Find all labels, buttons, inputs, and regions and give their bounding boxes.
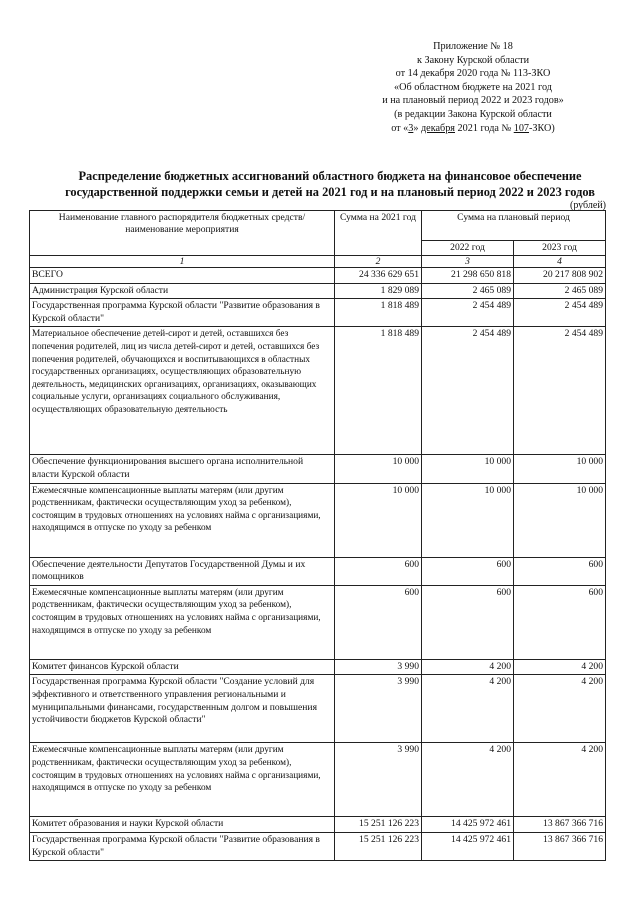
value-2021: 600 <box>335 557 422 585</box>
value-2023: 4 200 <box>514 675 606 743</box>
value-2022: 4 200 <box>422 659 514 675</box>
value-2021: 3 990 <box>335 659 422 675</box>
table-row <box>30 283 606 299</box>
value-2021: 10 000 <box>335 483 422 557</box>
units-label: (рублей) <box>569 200 606 211</box>
value-2023: 2 465 089 <box>514 283 606 299</box>
row-name: Ежемесячные компенсационные выплаты матерям (или другим родственникам, фактически осуществляющим уход за ребенком), состоящим в трудовых отношениях на условиях найма с организациями, находящимся в отпуске по уходу за ребенком <box>30 743 335 817</box>
column-index: 2 <box>335 256 422 268</box>
revision-day: 3 <box>408 122 414 134</box>
table-row <box>30 455 606 483</box>
value-2021: 3 990 <box>335 675 422 743</box>
value-2022: 4 200 <box>422 675 514 743</box>
revision-prefix: от « <box>391 122 409 134</box>
row-name: Обеспечение функционирования высшего органа исполнительной власти Курской области <box>30 455 335 483</box>
annex-law-title-cont: и на плановый период 2022 и 2023 годов» <box>382 95 564 107</box>
table-row <box>30 557 606 585</box>
value-2023: 10 000 <box>514 455 606 483</box>
table-row <box>30 299 606 327</box>
row-name: Обеспечение деятельности Депутатов Государственной Думы и их помощников <box>30 557 335 585</box>
value-2021: 1 818 489 <box>335 299 422 327</box>
header-planned-period: Сумма на плановый период <box>422 211 606 241</box>
value-2022: 14 425 972 461 <box>422 817 514 833</box>
value-2023: 2 454 489 <box>514 327 606 455</box>
value-2023: 2 454 489 <box>514 299 606 327</box>
value-2021: 3 990 <box>335 743 422 817</box>
value-2022: 10 000 <box>422 483 514 557</box>
revision-number: 107 <box>513 122 529 134</box>
revision-mid: » <box>413 122 421 134</box>
title-line-2: государственной поддержки семьи и детей на 2021 год и на плановый период 2022 и 2023 годов <box>65 185 595 199</box>
value-2022: 4 200 <box>422 743 514 817</box>
value-2022: 2 454 489 <box>422 299 514 327</box>
document-title <box>40 168 620 200</box>
value-2023: 600 <box>514 557 606 585</box>
column-index-row <box>30 256 606 268</box>
value-2022: 14 425 972 461 <box>422 832 514 860</box>
header-2022: 2022 год <box>422 241 514 256</box>
budget-table <box>29 210 606 861</box>
row-name: Государственная программа Курской области "Развитие образования в Курской области" <box>30 832 335 860</box>
value-2023: 4 200 <box>514 743 606 817</box>
value-2022: 21 298 650 818 <box>422 268 514 284</box>
value-2022: 600 <box>422 557 514 585</box>
value-2021: 24 336 629 651 <box>335 268 422 284</box>
value-2022: 2 465 089 <box>422 283 514 299</box>
annex-law-title: «Об областном бюджете на 2021 год <box>394 81 552 93</box>
annex-reference <box>368 40 578 135</box>
header-name: Наименование главного распорядителя бюджетных средств/наименование мероприятия <box>30 211 335 256</box>
value-2022: 600 <box>422 585 514 659</box>
annex-number: Приложение № 18 <box>433 41 513 52</box>
table-row <box>30 743 606 817</box>
row-name: Ежемесячные компенсационные выплаты матерям (или другим родственникам, фактически осуществляющим уход за ребенком), состоящим в трудовых отношениях на условиях найма с организациями, находящимся в отпуске по уходу за ребенком <box>30 483 335 557</box>
row-name: Ежемесячные компенсационные выплаты матерям (или другим родственникам, фактически осуществляющим уход за ребенком), состоящим в трудовых отношениях на условиях найма с организациями, находящимся в отпуске по уходу за ребенком <box>30 585 335 659</box>
column-index: 1 <box>30 256 335 268</box>
value-2023: 10 000 <box>514 483 606 557</box>
revision-year: 2021 года № <box>455 122 514 134</box>
value-2021: 1 818 489 <box>335 327 422 455</box>
value-2023: 600 <box>514 585 606 659</box>
column-index: 3 <box>422 256 514 268</box>
value-2021: 1 829 089 <box>335 283 422 299</box>
value-2023: 13 867 366 716 <box>514 832 606 860</box>
annex-law-date: от 14 декабря 2020 года № 113-ЗКО <box>395 68 551 80</box>
row-name: Администрация Курской области <box>30 283 335 299</box>
revision-suffix: -ЗКО) <box>529 122 555 134</box>
value-2021: 15 251 126 223 <box>335 817 422 833</box>
row-name: Материальное обеспечение детей-сирот и детей, оставшихся без попечения родителей, лиц из числа детей-сирот и детей, оставшихся без попечения родителей, обучающихся и воспитывающихся в областных государственных организациях, осуществляющих образовательную деятельность, медицинских организациях, организациях, оказывающих социальные услуги, организациях социального обслуживания, осуществляющих образовательную деятельность <box>30 327 335 455</box>
value-2023: 4 200 <box>514 659 606 675</box>
value-2022: 2 454 489 <box>422 327 514 455</box>
revision-month: декабря <box>421 122 455 134</box>
header-2023: 2023 год <box>514 241 606 256</box>
value-2021: 600 <box>335 585 422 659</box>
table-row <box>30 483 606 557</box>
value-2021: 10 000 <box>335 455 422 483</box>
value-2023: 20 217 808 902 <box>514 268 606 284</box>
annex-revision-date <box>368 122 578 136</box>
title-line-1: Распределение бюджетных ассигнований областного бюджета на финансовое обеспечение <box>78 169 582 183</box>
value-2021: 15 251 126 223 <box>335 832 422 860</box>
row-name: ВСЕГО <box>30 268 335 284</box>
row-name: Комитет финансов Курской области <box>30 659 335 675</box>
annex-revision: (в редакции Закона Курской области <box>394 108 552 120</box>
table-row <box>30 327 606 455</box>
row-name: Комитет образования и науки Курской области <box>30 817 335 833</box>
value-2023: 13 867 366 716 <box>514 817 606 833</box>
table-row <box>30 817 606 833</box>
table-row <box>30 268 606 284</box>
table-row <box>30 585 606 659</box>
table-row <box>30 832 606 860</box>
row-name: Государственная программа Курской области "Создание условий для эффективного и ответственного управления региональными и муниципальными финансами, государственным долгом и повышения устойчивости бюджетов Курской области" <box>30 675 335 743</box>
annex-law: к Закону Курской области <box>416 54 530 66</box>
column-index: 4 <box>514 256 606 268</box>
value-2022: 10 000 <box>422 455 514 483</box>
table-row <box>30 675 606 743</box>
row-name: Государственная программа Курской области "Развитие образования в Курской области" <box>30 299 335 327</box>
header-sum-2021: Сумма на 2021 год <box>335 211 422 256</box>
table-row <box>30 659 606 675</box>
